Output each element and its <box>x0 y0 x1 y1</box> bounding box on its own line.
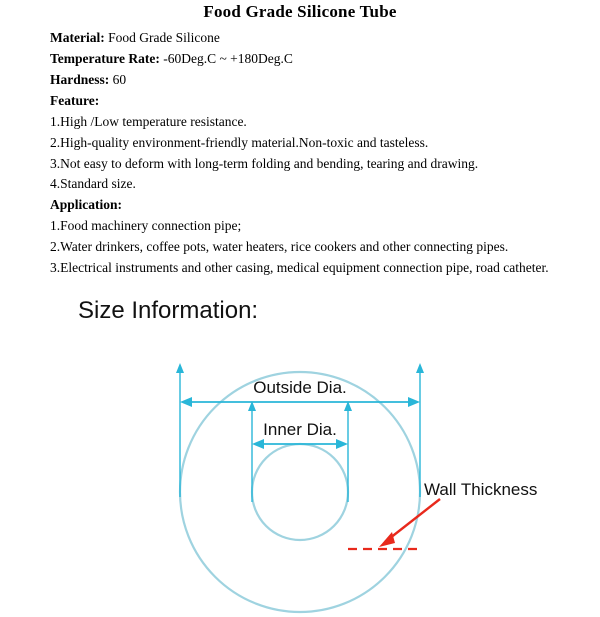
spec-value-temperature: -60Deg.C ~ +180Deg.C <box>163 50 293 66</box>
tube-diagram <box>0 327 600 617</box>
wall-thickness-arrowhead <box>379 532 395 547</box>
inner-dia-label: Inner Dia. <box>263 420 337 440</box>
tube-inner-circle <box>252 444 348 540</box>
inner-dimension-arrow-left <box>252 439 264 449</box>
spec-row-material <box>50 28 558 49</box>
wall-thickness-label: Wall Thickness <box>424 480 538 500</box>
spec-key-temperature: Temperature Rate: <box>50 50 160 66</box>
spec-block <box>0 22 600 279</box>
spec-key-hardness: Hardness: <box>50 71 110 87</box>
spec-value-material: Food Grade Silicone <box>108 30 220 45</box>
size-information-title: Size Information: <box>78 297 259 325</box>
page-title: Food Grade Silicone Tube <box>203 2 397 21</box>
spec-value-hardness: 60 <box>112 71 127 87</box>
outside-extension-right-arrowhead <box>416 363 424 373</box>
application-item-3: 3.Electrical instruments and other casing, medical equipment connection pipe, road catheter. <box>50 260 549 276</box>
inner-dimension-arrow-right <box>336 439 348 449</box>
feature-item-4: 4.Standard size. <box>50 176 136 192</box>
spec-row-hardness <box>50 70 558 91</box>
tube-outer-circle <box>180 372 420 612</box>
outside-dimension-arrow-left <box>180 397 192 407</box>
feature-heading: Feature: <box>50 92 100 108</box>
feature-item-1: 1.High /Low temperature resistance. <box>50 113 247 129</box>
spec-key-material: Material: <box>50 30 105 45</box>
spec-row-temperature <box>50 49 558 70</box>
feature-item-2: 2.High-quality environment-friendly material.Non-toxic and tasteless. <box>50 134 429 150</box>
feature-item-3: 3.Not easy to deform with long-term folding and bending, tearing and drawing. <box>50 155 479 171</box>
application-item-1: 1.Food machinery connection pipe; <box>50 218 242 234</box>
outside-extension-left-arrowhead <box>176 363 184 373</box>
outside-dia-label: Outside Dia. <box>253 378 347 398</box>
application-item-2: 2.Water drinkers, coffee pots, water heaters, rice cookers and other connecting pipes. <box>50 239 509 255</box>
outside-dimension-arrow-right <box>408 397 420 407</box>
application-heading: Application: <box>50 197 123 213</box>
